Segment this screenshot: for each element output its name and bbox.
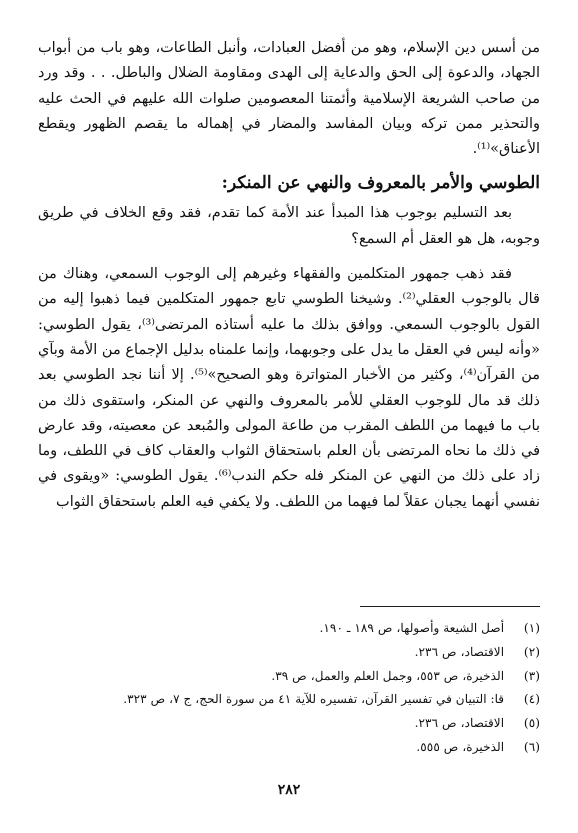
- footnote-text: الاقتصاد، ص ٢٣٦.: [414, 716, 505, 731]
- page-number: ٢٨٢: [277, 782, 301, 798]
- footnote-number: (٣): [523, 668, 540, 683]
- footnote-number: (١): [523, 621, 540, 635]
- footnote-text: الذخيرة، ص ٥٥٥.: [416, 739, 505, 754]
- footnote-number: (٤): [523, 692, 540, 707]
- intro-paragraph: بعد التسليم بوجوب هذا المبدأ عند الأمة كما تقدم، فقد وقع الخلاف في طريق وجوبه، هل هو العقل أم السمع؟: [38, 205, 540, 247]
- footnote-rule: [360, 606, 540, 607]
- footnote-item: [38, 688, 540, 712]
- footnote-item: [38, 617, 540, 641]
- footnote-item: [38, 736, 540, 760]
- footnote-text: الاقتصاد، ص ٢٣٦.: [414, 644, 505, 659]
- top-paragraph: من أسس دين الإسلام، وهو من أفضل العبادات، وأنبل الطاعات، وهو باب من أبواب الجهاد، والدعوة إلى الحق والدعاية إلى الهدى ومقاومة الضلال والباطل. . . وقد ورد من صاحب الشريعة الإسلامية وأئمتنا المعصومين صلوات الله عليهم في الحث عليه والتحذير ممن تركه وبيان المفاسد والمضار في إهماله ما يقصم الظهور ويقطع الأعناق»⁽¹⁾.: [38, 40, 540, 158]
- footnote-number: (٦): [523, 739, 540, 754]
- footnote-item: [38, 641, 540, 665]
- main-paragraph: فقد ذهب جمهور المتكلمين والفقهاء وغيرهم إلى الوجوب السمعي، وهناك من قال بالوجوب العقلي⁽²⁾. وشيخنا الطوسي تابع جمهور المتكلمين فيما ذهبوا إليه من القول بالوجوب السمعي. ووافق بذلك ما عليه أستاذه المرتضى⁽³⁾، يقول الطوسي: «وأنه ليس في العقل ما يدل على وجوبهما، وإنما علمناه بدليل الإجماع من الأمة وبآي من القرآن⁽⁴⁾، وكثير من الأخبار المتواترة وهو الصحيح»⁽⁵⁾. إلا أننا نجد الطوسي بعد ذلك قد مال للوجوب العقلي للأمر بالمعروف والنهي عن المنكر، واستقوى ذلك من باب ما فيهما من اللطف المقرب من طاعة المولى والمُبعد عن معصيته، وقد عارض في ذلك ما نحاه المرتضى بأن العلم باستحقاق الثواب والعقاب كاف في اللطف، وما زاد على ذلك من النهي عن المنكر فله حكم الندب⁽⁶⁾. يقول الطوسي: «ويقوى في نفسي أنهما يجبان عقلاً لما فيهما من اللطف. ولا يكفي فيه العلم باستحقاق الثواب: [38, 266, 540, 510]
- footnote-item: [38, 665, 540, 689]
- footnotes: [38, 617, 540, 760]
- paragraph-gap: [38, 252, 540, 262]
- footnote-text: الذخيرة، ص ٥٥٣، وجمل العلم والعمل، ص ٣٩.: [271, 668, 505, 683]
- footnote-number: (٥): [523, 716, 540, 731]
- footnote-number: (٢): [523, 644, 540, 659]
- section-heading: الطوسي والأمر بالمعروف والنهي عن المنكر:: [221, 173, 540, 194]
- footnote-text: أصل الشيعة وأصولها، ص ١٨٩ ـ ١٩٠.: [319, 621, 505, 635]
- footnote-item: [38, 712, 540, 736]
- body-text: [38, 36, 540, 515]
- footnote-text: قا: التبيان في تفسير القرآن، تفسيره للآية ٤١ من سورة الحج، ج ٧، ص ٣٢٣.: [123, 692, 505, 707]
